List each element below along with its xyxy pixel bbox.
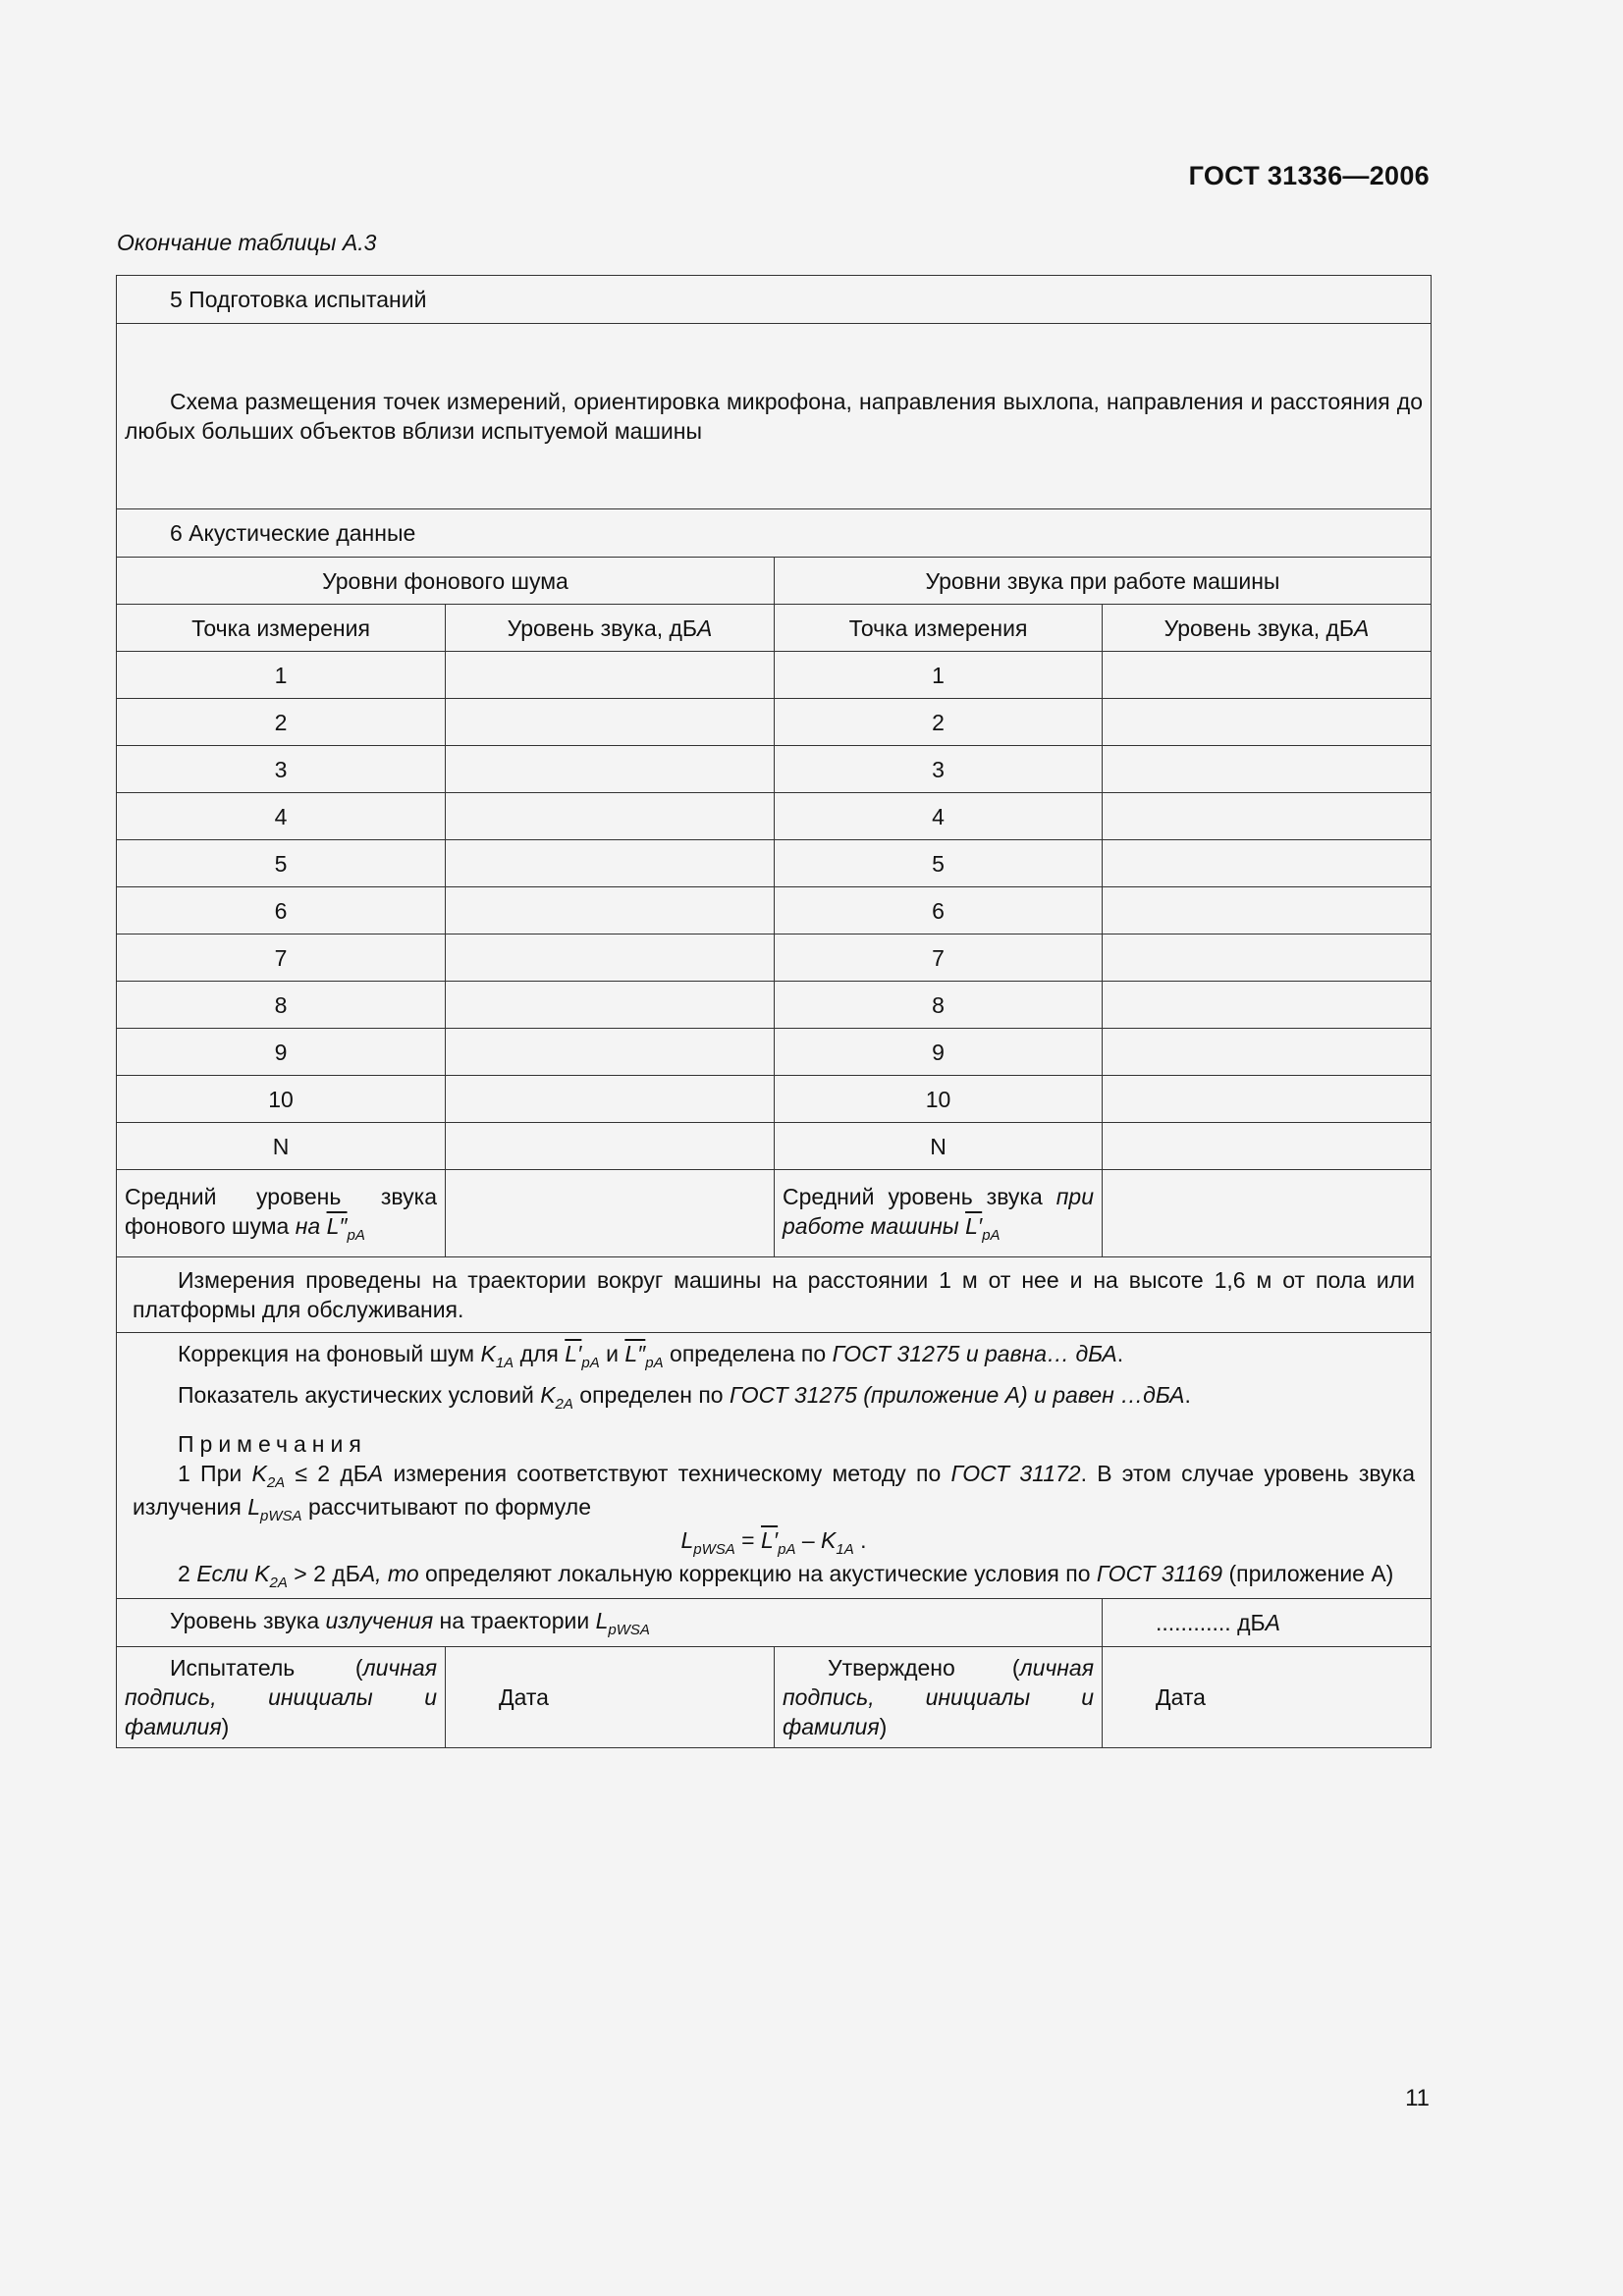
level-machine-cell[interactable] [1103, 840, 1432, 887]
level-bg-cell[interactable] [446, 746, 775, 793]
table-row [117, 934, 1432, 982]
level-machine-cell[interactable] [1103, 746, 1432, 793]
section-5-scheme-row [117, 324, 1432, 509]
avg-machine-value[interactable] [1103, 1170, 1432, 1257]
level-machine-cell[interactable] [1103, 793, 1432, 840]
measurement-note-row [117, 1257, 1432, 1333]
approved-signature[interactable]: Утверждено (личная подпись, инициалы и фамилия) [775, 1647, 1103, 1748]
approved-date[interactable]: Дата [1103, 1647, 1432, 1748]
point-bg-cell: 6 [117, 887, 446, 934]
background-noise-group-header: Уровни фонового шума [117, 558, 775, 605]
level-bg-cell[interactable] [446, 699, 775, 746]
level-machine-cell[interactable] [1103, 652, 1432, 699]
level-machine-cell[interactable] [1103, 887, 1432, 934]
table-caption: Окончание таблицы А.3 [117, 230, 377, 255]
table-row [117, 746, 1432, 793]
column-header-row [117, 605, 1432, 652]
note-2: 2 Если $K_{2A} > 2$ дБА, то определяют локальную коррекцию на акустические условия по ГОСТ 31169 (приложение А) [178, 1561, 1394, 1591]
correction-block [117, 1333, 1432, 1599]
table-row [117, 793, 1432, 840]
level-machine-cell[interactable] [1103, 1029, 1432, 1076]
level-bg-cell[interactable] [446, 1076, 775, 1123]
level-machine-cell[interactable] [1103, 982, 1432, 1029]
document-code: ГОСТ 31336—2006 [1188, 161, 1430, 190]
point-bg-cell: 10 [117, 1076, 446, 1123]
emission-level-label: Уровень звука излучения на траектории $L_{pWSA}$ [117, 1599, 1103, 1647]
group-header-row [117, 558, 1432, 605]
point-machine-cell: 10 [775, 1076, 1103, 1123]
correction-row [117, 1333, 1432, 1599]
section-5-scheme-text: Схема размещения точек измерений, ориентировка микрофона, направления выхлопа, направления и расстояния до любых больших объектов вблизи испытуемой машины [117, 324, 1432, 509]
point-bg-cell: 8 [117, 982, 446, 1029]
formula: $L_{pWSA} = L'_{pA} - K_{1A}$ . [680, 1527, 867, 1558]
table-row [117, 1076, 1432, 1123]
table-row [117, 652, 1432, 699]
signature-row [117, 1647, 1432, 1748]
tester-date[interactable]: Дата [446, 1647, 775, 1748]
page-number: 11 [1405, 2085, 1430, 2111]
level-machine-cell[interactable] [1103, 934, 1432, 982]
table-row [117, 982, 1432, 1029]
section-5-title: 5 Подготовка испытаний [117, 276, 1432, 324]
level-bg-cell[interactable] [446, 1029, 775, 1076]
point-bg-cell: 9 [117, 1029, 446, 1076]
point-bg-cell: 2 [117, 699, 446, 746]
level-bg-cell[interactable] [446, 652, 775, 699]
test-report-table [116, 275, 1432, 1748]
col-point-bg: Точка измерения [117, 605, 446, 652]
point-machine-cell: 9 [775, 1029, 1103, 1076]
point-machine-cell: 7 [775, 934, 1103, 982]
table-row [117, 1029, 1432, 1076]
section-6-header-row [117, 509, 1432, 558]
avg-bg-label: Средний уровень звука фонового шума на $L''_{pA}$ [117, 1170, 446, 1257]
point-bg-cell: 3 [117, 746, 446, 793]
col-level-bg: Уровень звука, дБА [446, 605, 775, 652]
table-row [117, 840, 1432, 887]
level-bg-cell[interactable] [446, 982, 775, 1029]
level-bg-cell[interactable] [446, 793, 775, 840]
measurement-note: Измерения проведены на траектории вокруг машины на расстоянии 1 м от нее и на высоте 1,6 м от пола или платформы для обслуживания. [117, 1257, 1432, 1333]
correction-line-2: Показатель акустических условий $K_{2A}$ определен по ГОСТ 31275 (приложение А) и равен …дБА. [178, 1382, 1191, 1413]
emission-level-row [117, 1599, 1432, 1647]
point-machine-cell: 4 [775, 793, 1103, 840]
level-bg-cell[interactable] [446, 1123, 775, 1170]
machine-noise-group-header: Уровни звука при работе машины [775, 558, 1432, 605]
point-machine-cell: 1 [775, 652, 1103, 699]
level-machine-cell[interactable] [1103, 1123, 1432, 1170]
avg-machine-label: Средний уровень звука при работе машины $L'_{pA}$ [775, 1170, 1103, 1257]
point-machine-cell: N [775, 1123, 1103, 1170]
table-row [117, 699, 1432, 746]
section-6-title: 6 Акустические данные [117, 509, 1432, 558]
tester-signature[interactable]: Испытатель (личная подпись, инициалы и фамилия) [117, 1647, 446, 1748]
level-bg-cell[interactable] [446, 934, 775, 982]
point-bg-cell: 4 [117, 793, 446, 840]
avg-bg-value[interactable] [446, 1170, 775, 1257]
level-bg-cell[interactable] [446, 840, 775, 887]
point-machine-cell: 2 [775, 699, 1103, 746]
point-bg-cell: 1 [117, 652, 446, 699]
point-bg-cell: 5 [117, 840, 446, 887]
section-5-header-row [117, 276, 1432, 324]
table-row [117, 887, 1432, 934]
point-bg-cell: N [117, 1123, 446, 1170]
point-bg-cell: 7 [117, 934, 446, 982]
emission-level-value[interactable]: ............ дБА [1103, 1599, 1432, 1647]
average-row [117, 1170, 1432, 1257]
table-row [117, 1123, 1432, 1170]
level-bg-cell[interactable] [446, 887, 775, 934]
level-machine-cell[interactable] [1103, 699, 1432, 746]
note-1: 1 При $K_{2A} \le 2$ дБА измерения соответствуют техническому методу по ГОСТ 31172. В этом случае уровень звука излучения $L_{pWSA}$ рассчитывают по формуле [133, 1461, 1416, 1524]
point-machine-cell: 3 [775, 746, 1103, 793]
point-machine-cell: 6 [775, 887, 1103, 934]
notes-title: Примечания [178, 1431, 367, 1457]
col-point-machine: Точка измерения [775, 605, 1103, 652]
correction-line-1: Коррекция на фоновый шум $K_{1A}$ для $L'_{pA}$ и $L''_{pA}$ определена по ГОСТ 31275 и равна… дБА. [178, 1341, 1124, 1371]
col-level-machine: Уровень звука, дБА [1103, 605, 1432, 652]
point-machine-cell: 5 [775, 840, 1103, 887]
point-machine-cell: 8 [775, 982, 1103, 1029]
level-machine-cell[interactable] [1103, 1076, 1432, 1123]
